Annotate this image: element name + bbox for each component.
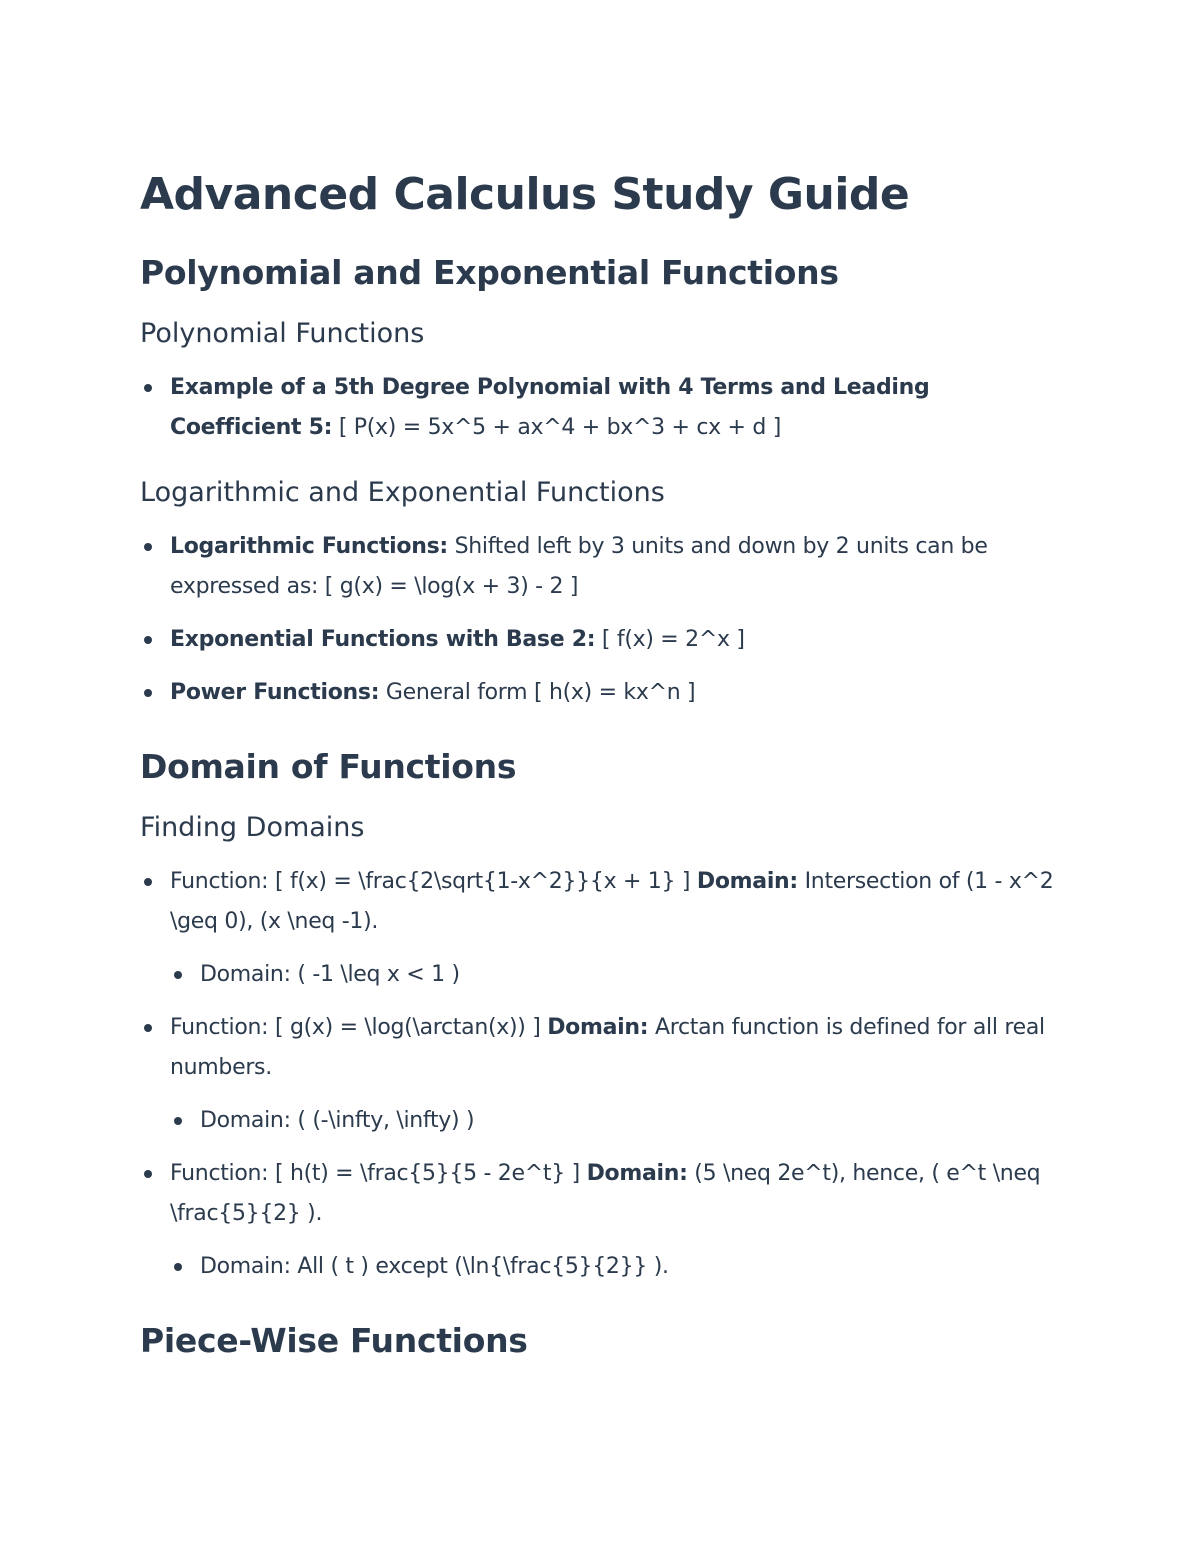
item-text: Arctan function is defined for all real numbers.	[170, 1015, 1045, 1080]
list-item	[140, 862, 1060, 942]
domain-list	[140, 862, 1060, 1287]
list-item	[140, 1008, 1060, 1088]
item-text: [ f(x) = 2^x ]	[595, 627, 745, 652]
sub-list-item: Domain: All ( t ) except (\ln{\frac{5}{2}} ).	[170, 1247, 1060, 1287]
document-page	[140, 168, 1060, 1384]
list-item	[140, 527, 1060, 607]
item-text: Function: [ f(x) = \frac{2\sqrt{1-x^2}}{x + 1} ]	[170, 869, 697, 894]
item-label: Power Functions:	[170, 680, 380, 705]
item-label: Domain:	[547, 1015, 649, 1040]
item-text: Function: [ g(x) = \log(\arctan(x)) ]	[170, 1015, 548, 1040]
section-heading-polynomial-exponential: Polynomial and Exponential Functions	[140, 253, 839, 292]
list-item	[140, 368, 1060, 448]
list-item	[140, 620, 1060, 660]
list-item	[140, 673, 1060, 713]
item-text: (5 \neq 2e^t), hence, ( e^t \neq \frac{5}{2} ).	[170, 1161, 1041, 1226]
item-text: [ P(x) = 5x^5 + ax^4 + bx^3 + cx + d ]	[332, 415, 781, 440]
sub-list-item: Domain: ( (-\infty, \infty) )	[170, 1101, 1060, 1141]
item-label: Exponential Functions with Base 2:	[170, 627, 596, 652]
subsection-heading-finding-domains: Finding Domains	[140, 812, 365, 843]
item-text: Function: [ h(t) = \frac{5}{5 - 2e^t} ]	[170, 1161, 587, 1186]
subsection-heading-log-exp: Logarithmic and Exponential Functions	[140, 477, 665, 508]
page-title: Advanced Calculus Study Guide	[140, 169, 910, 220]
item-label: Domain:	[696, 869, 798, 894]
item-text: Shifted left by 3 units and down by 2 units can be expressed as: [ g(x) = \log(x + 3) - 2 ]	[170, 534, 988, 599]
subsection-heading-polynomial: Polynomial Functions	[140, 318, 425, 349]
sub-list-item: Domain: ( -1 \leq x < 1 )	[170, 955, 1060, 995]
item-label: Example of a 5th Degree Polynomial with 4 Terms and Leading Coefficient 5:	[170, 375, 930, 440]
item-text: General form [ h(x) = kx^n ]	[379, 680, 696, 705]
section-heading-domain: Domain of Functions	[140, 747, 517, 786]
item-label: Logarithmic Functions:	[170, 534, 448, 559]
list-item	[140, 1154, 1060, 1234]
log-exp-list	[140, 527, 1060, 713]
section-heading-piecewise: Piece-Wise Functions	[140, 1321, 528, 1360]
item-text: Intersection of (1 - x^2 \geq 0), (x \neq -1).	[170, 869, 1054, 934]
polynomial-list	[140, 368, 1060, 448]
item-label: Domain:	[586, 1161, 688, 1186]
